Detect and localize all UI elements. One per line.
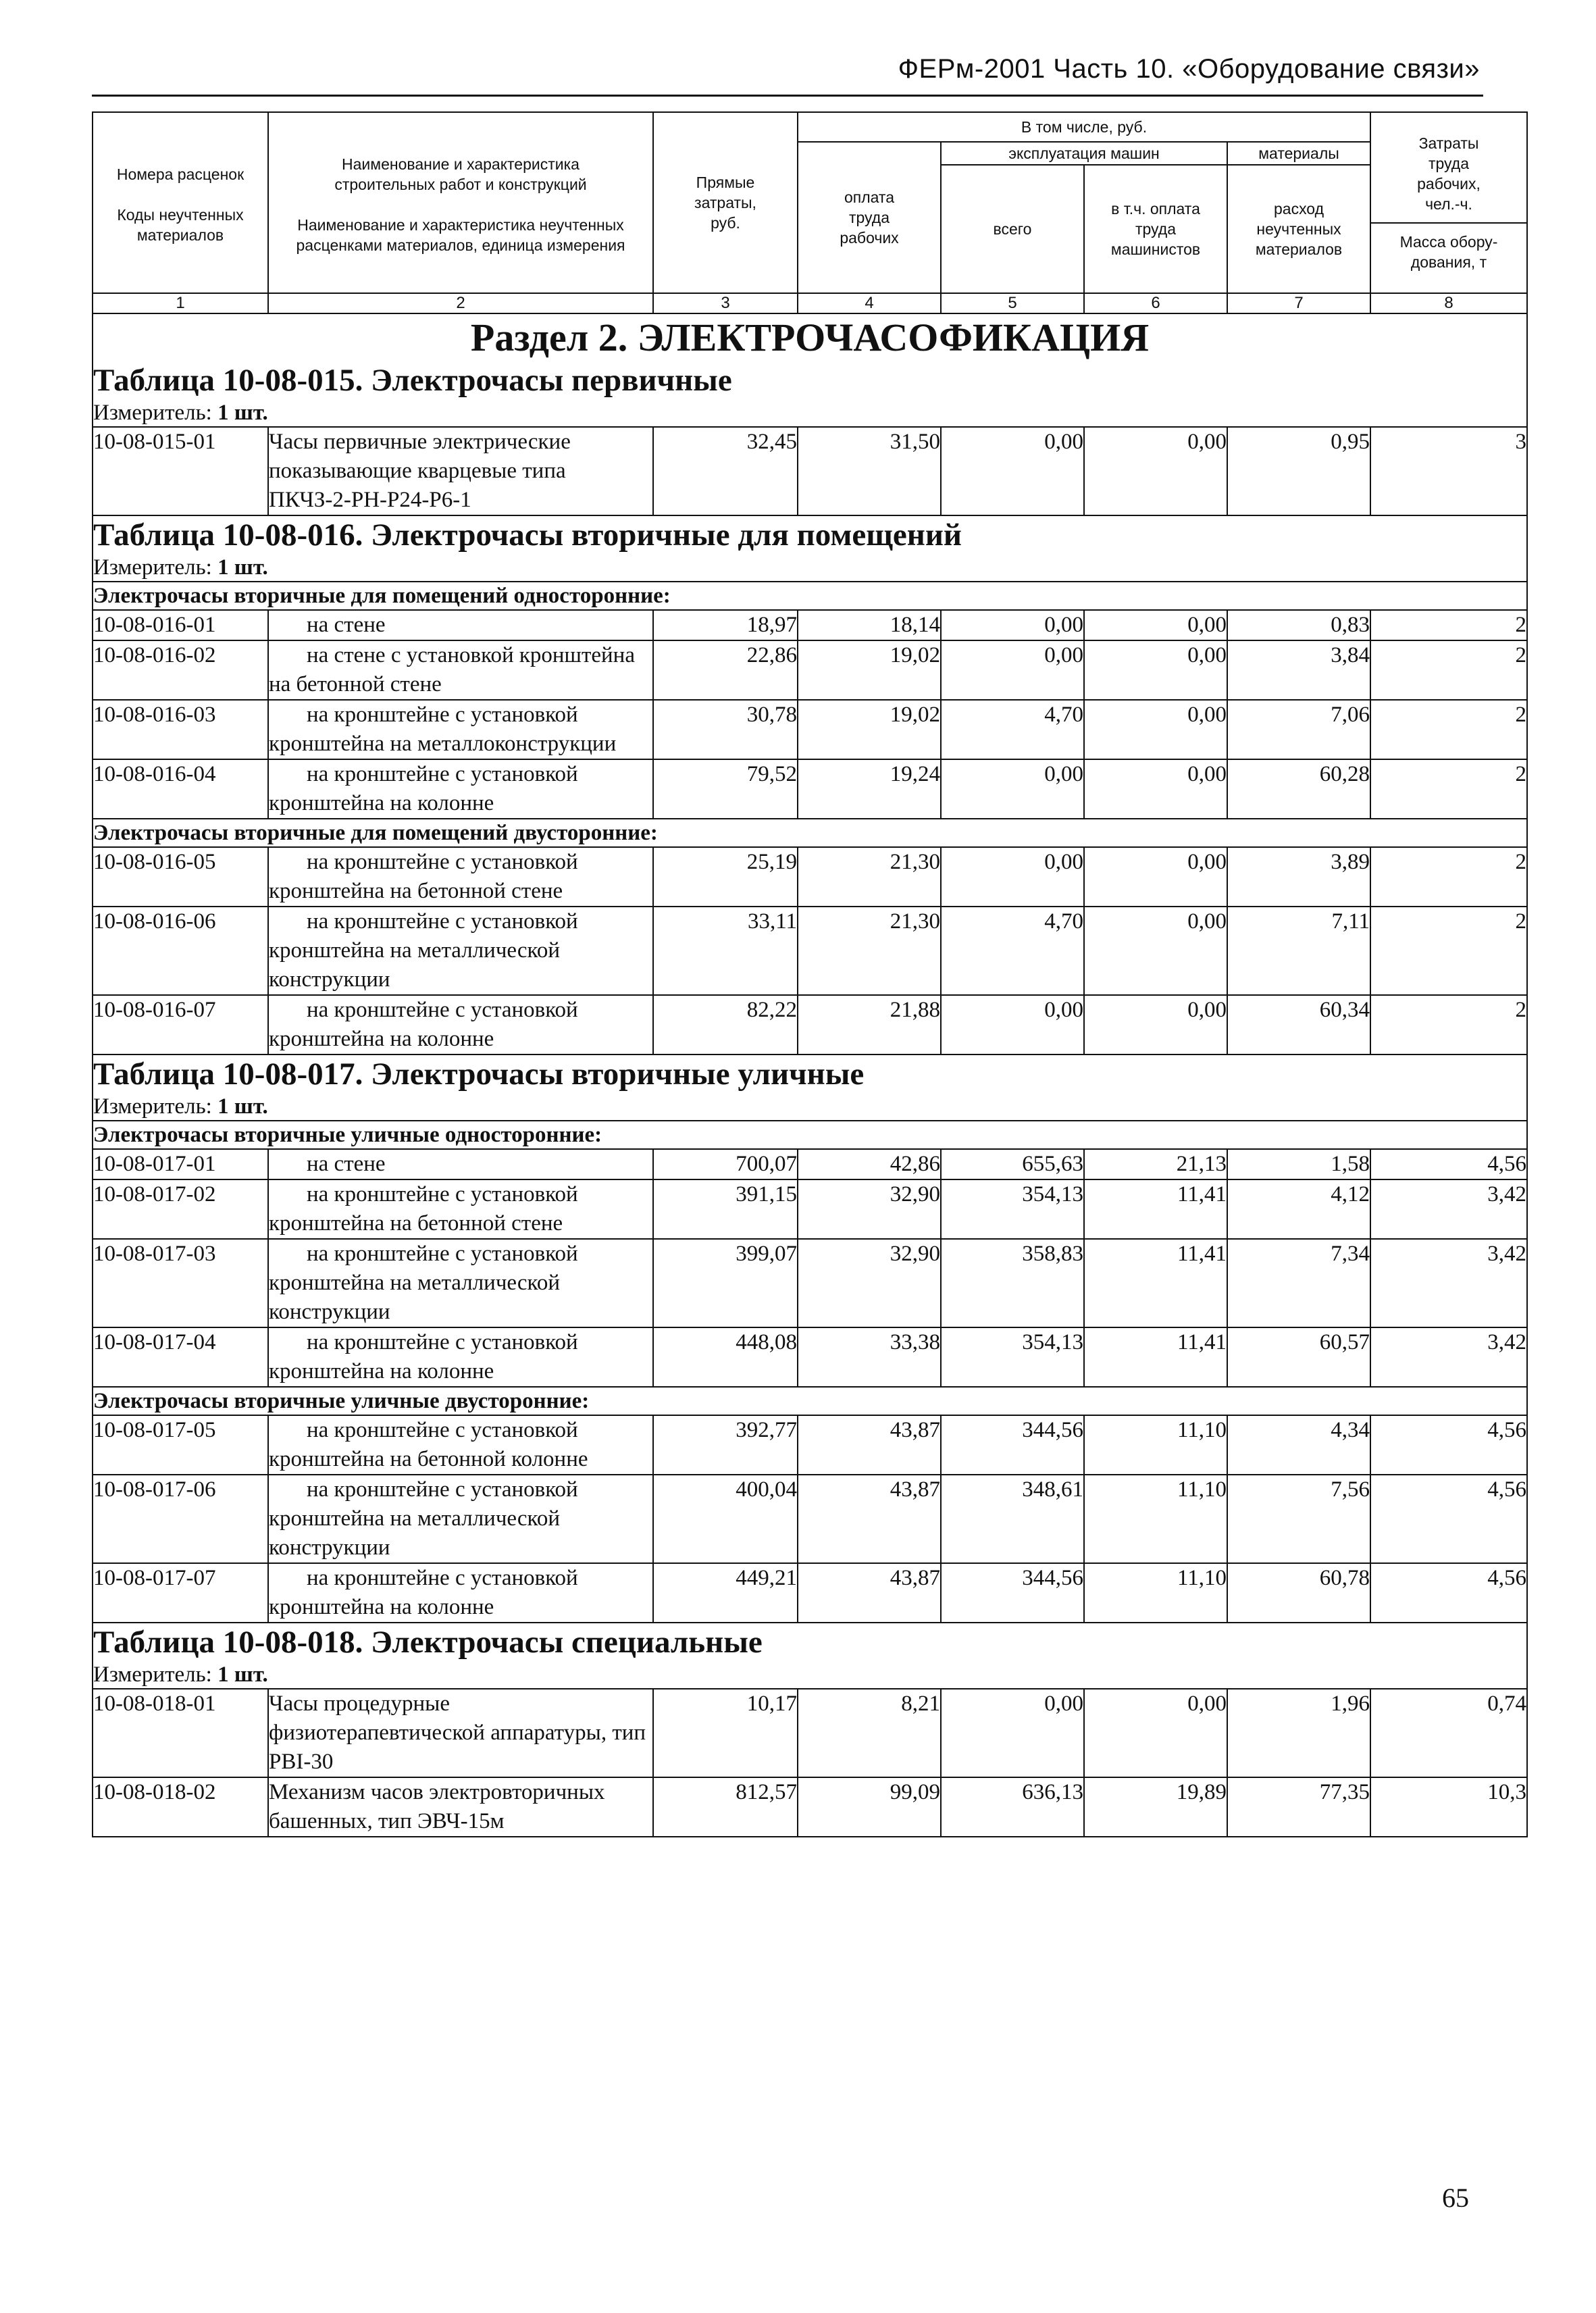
work-name: Часы первичные электрические показывающие кварцевые типа ПКЧЗ-2-РН-Р24-Р6-1 xyxy=(268,427,653,515)
table-title: Таблица 10-08-017. Электрочасы вторичные уличные xyxy=(93,1054,1527,1093)
machines-total: 0,00 xyxy=(941,427,1084,515)
table-title-row xyxy=(93,361,1527,399)
machines-total: 0,00 xyxy=(941,995,1084,1054)
machinists-wages: 0,00 xyxy=(1084,995,1227,1054)
materials: 7,34 xyxy=(1227,1239,1370,1327)
table-title: Таблица 10-08-016. Электрочасы вторичные для помещений xyxy=(93,515,1527,554)
materials: 60,34 xyxy=(1227,995,1370,1054)
labor-hours: 3 xyxy=(1370,427,1527,515)
materials: 60,28 xyxy=(1227,759,1370,819)
materials: 0,83 xyxy=(1227,610,1370,640)
wages: 19,24 xyxy=(798,759,941,819)
direct-costs: 392,77 xyxy=(653,1415,798,1475)
table-row xyxy=(93,1149,1527,1179)
labor-hours: 4,56 xyxy=(1370,1415,1527,1475)
subheader-row xyxy=(93,1387,1527,1415)
rate-code: 10-08-017-03 xyxy=(93,1239,268,1327)
direct-costs: 399,07 xyxy=(653,1239,798,1327)
materials: 1,58 xyxy=(1227,1149,1370,1179)
col-header-machinists-wages: в т.ч. оплата труда машинистов xyxy=(1084,165,1227,293)
wages: 99,09 xyxy=(798,1777,941,1837)
rates-table xyxy=(92,111,1528,1837)
rate-code: 10-08-017-05 xyxy=(93,1415,268,1475)
direct-costs: 82,22 xyxy=(653,995,798,1054)
wages: 21,30 xyxy=(798,847,941,907)
measure-label: Измеритель: xyxy=(93,1094,212,1119)
materials: 7,56 xyxy=(1227,1475,1370,1563)
machines-total: 0,00 xyxy=(941,759,1084,819)
measure-label: Измеритель: xyxy=(93,401,212,425)
materials: 3,89 xyxy=(1227,847,1370,907)
work-name: на кронштейне с установкой кронштейна на металлической конструкции xyxy=(268,1475,653,1563)
rate-code: 10-08-016-03 xyxy=(93,700,268,759)
measure-value: 1 шт. xyxy=(217,1662,268,1687)
measure-unit xyxy=(93,1093,1527,1121)
machines-total: 0,00 xyxy=(941,847,1084,907)
machines-total: 4,70 xyxy=(941,907,1084,995)
table-row xyxy=(93,995,1527,1054)
col-number: 3 xyxy=(653,293,798,313)
table-row xyxy=(93,427,1527,515)
work-name: на стене xyxy=(268,1149,653,1179)
col-number: 8 xyxy=(1370,293,1527,313)
table-title-row xyxy=(93,1623,1527,1661)
machines-total: 0,00 xyxy=(941,1689,1084,1777)
machines-total: 344,56 xyxy=(941,1415,1084,1475)
machinists-wages: 11,10 xyxy=(1084,1475,1227,1563)
work-name: на кронштейне с установкой кронштейна на колонне xyxy=(268,759,653,819)
rate-code: 10-08-017-01 xyxy=(93,1149,268,1179)
machines-total: 354,13 xyxy=(941,1179,1084,1239)
machinists-wages: 0,00 xyxy=(1084,847,1227,907)
machines-total: 655,63 xyxy=(941,1149,1084,1179)
table-row xyxy=(93,610,1527,640)
direct-costs: 30,78 xyxy=(653,700,798,759)
materials: 60,57 xyxy=(1227,1327,1370,1387)
wages: 31,50 xyxy=(798,427,941,515)
table-row xyxy=(93,1563,1527,1623)
table-title: Таблица 10-08-015. Электрочасы первичные xyxy=(93,361,1527,399)
rate-code: 10-08-018-01 xyxy=(93,1689,268,1777)
subheader-row xyxy=(93,819,1527,847)
table-title-row xyxy=(93,515,1527,554)
labor-hours: 2 xyxy=(1370,847,1527,907)
table-row xyxy=(93,1777,1527,1837)
col-header-direct-costs: Прямые затраты, руб. xyxy=(653,112,798,293)
direct-costs: 32,45 xyxy=(653,427,798,515)
table-title: Таблица 10-08-018. Электрочасы специальные xyxy=(93,1623,1527,1661)
measure-row xyxy=(93,1093,1527,1121)
rate-code: 10-08-016-02 xyxy=(93,640,268,700)
labor-hours: 4,56 xyxy=(1370,1149,1527,1179)
work-name: на кронштейне с установкой кронштейна на колонне xyxy=(268,1327,653,1387)
col-header-name-bottom: Наименование и характеристика неучтенных расценками материалов, единица измерения xyxy=(296,216,625,254)
col-header-labor-bottom: Масса обору-дования, т xyxy=(1399,233,1498,271)
col-header-materials: материалы xyxy=(1227,142,1370,165)
col-header-machines: эксплуатация машин xyxy=(941,142,1227,165)
rate-code: 10-08-017-07 xyxy=(93,1563,268,1623)
col-number: 5 xyxy=(941,293,1084,313)
labor-hours: 2 xyxy=(1370,640,1527,700)
wages: 18,14 xyxy=(798,610,941,640)
wages: 32,90 xyxy=(798,1179,941,1239)
work-name: на кронштейне с установкой кронштейна на бетонной колонне xyxy=(268,1415,653,1475)
wages: 42,86 xyxy=(798,1149,941,1179)
machinists-wages: 0,00 xyxy=(1084,427,1227,515)
labor-hours: 2 xyxy=(1370,700,1527,759)
table-row xyxy=(93,1475,1527,1563)
measure-unit xyxy=(93,554,1527,582)
subheader: Электрочасы вторичные уличные односторонние: xyxy=(93,1121,1527,1149)
table-row xyxy=(93,847,1527,907)
work-name: Часы процедурные физиотерапевтической аппаратуры, тип РВІ-30 xyxy=(268,1689,653,1777)
machines-total: 348,61 xyxy=(941,1475,1084,1563)
measure-label: Измеритель: xyxy=(93,555,212,580)
wages: 8,21 xyxy=(798,1689,941,1777)
labor-hours: 2 xyxy=(1370,995,1527,1054)
labor-hours: 4,56 xyxy=(1370,1563,1527,1623)
work-name: на кронштейне с установкой кронштейна на металлоконструкции xyxy=(268,700,653,759)
col-number: 2 xyxy=(268,293,653,313)
labor-hours: 4,56 xyxy=(1370,1475,1527,1563)
measure-row xyxy=(93,399,1527,427)
machines-total: 0,00 xyxy=(941,640,1084,700)
work-name: на стене xyxy=(268,610,653,640)
materials: 4,12 xyxy=(1227,1179,1370,1239)
rate-code: 10-08-018-02 xyxy=(93,1777,268,1837)
machinists-wages: 11,10 xyxy=(1084,1415,1227,1475)
work-name: на кронштейне с установкой кронштейна на металлической конструкции xyxy=(268,907,653,995)
col-number: 7 xyxy=(1227,293,1370,313)
rate-code: 10-08-016-04 xyxy=(93,759,268,819)
materials: 77,35 xyxy=(1227,1777,1370,1837)
machinists-wages: 11,10 xyxy=(1084,1563,1227,1623)
wages: 43,87 xyxy=(798,1415,941,1475)
col-header-machines-total: всего xyxy=(941,165,1084,293)
section-title: Раздел 2. ЭЛЕКТРОЧАСОФИКАЦИЯ xyxy=(93,313,1527,361)
machines-total: 358,83 xyxy=(941,1239,1084,1327)
machinists-wages: 21,13 xyxy=(1084,1149,1227,1179)
measure-row xyxy=(93,554,1527,582)
materials: 7,11 xyxy=(1227,907,1370,995)
materials: 60,78 xyxy=(1227,1563,1370,1623)
rate-code: 10-08-017-02 xyxy=(93,1179,268,1239)
direct-costs: 400,04 xyxy=(653,1475,798,1563)
subheader: Электрочасы вторичные уличные двусторонние: xyxy=(93,1387,1527,1415)
page-header: ФЕРм-2001 Часть 10. «Оборудование связи» xyxy=(898,54,1480,84)
labor-hours: 10,3 xyxy=(1370,1777,1527,1837)
work-name: на кронштейне с установкой кронштейна на колонне xyxy=(268,995,653,1054)
col-number: 6 xyxy=(1084,293,1227,313)
direct-costs: 448,08 xyxy=(653,1327,798,1387)
col-header-name-top: Наименование и характеристика строительных работ и конструкций xyxy=(334,155,587,193)
wages: 33,38 xyxy=(798,1327,941,1387)
page-number: 65 xyxy=(1442,2183,1469,2213)
table-row xyxy=(93,1415,1527,1475)
work-name: Механизм часов электровторичных башенных, тип ЭВЧ-15м xyxy=(268,1777,653,1837)
labor-hours: 0,74 xyxy=(1370,1689,1527,1777)
table-row xyxy=(93,1689,1527,1777)
section-row xyxy=(93,313,1527,361)
materials: 0,95 xyxy=(1227,427,1370,515)
work-name: на стене с установкой кронштейна на бетонной стене xyxy=(268,640,653,700)
machinists-wages: 0,00 xyxy=(1084,640,1227,700)
wages: 21,30 xyxy=(798,907,941,995)
machinists-wages: 0,00 xyxy=(1084,610,1227,640)
col-number: 1 xyxy=(93,293,268,313)
direct-costs: 18,97 xyxy=(653,610,798,640)
table-title-row xyxy=(93,1054,1527,1093)
col-number: 4 xyxy=(798,293,941,313)
labor-hours: 2 xyxy=(1370,610,1527,640)
machinists-wages: 0,00 xyxy=(1084,907,1227,995)
direct-costs: 812,57 xyxy=(653,1777,798,1837)
machinists-wages: 0,00 xyxy=(1084,1689,1227,1777)
table-row xyxy=(93,700,1527,759)
subheader: Электрочасы вторичные для помещений односторонние: xyxy=(93,582,1527,610)
direct-costs: 33,11 xyxy=(653,907,798,995)
rate-code: 10-08-015-01 xyxy=(93,427,268,515)
rate-code: 10-08-016-06 xyxy=(93,907,268,995)
work-name: на кронштейне с установкой кронштейна на колонне xyxy=(268,1563,653,1623)
machinists-wages: 0,00 xyxy=(1084,759,1227,819)
rate-code: 10-08-017-06 xyxy=(93,1475,268,1563)
table-row xyxy=(93,907,1527,995)
wages: 43,87 xyxy=(798,1563,941,1623)
col-header-labor xyxy=(1370,112,1527,293)
wages: 19,02 xyxy=(798,700,941,759)
labor-hours: 3,42 xyxy=(1370,1239,1527,1327)
col-header-code-bottom: Коды неучтенных материалов xyxy=(117,206,244,244)
wages: 43,87 xyxy=(798,1475,941,1563)
col-header-name xyxy=(268,112,653,293)
wages: 19,02 xyxy=(798,640,941,700)
table-body xyxy=(93,313,1527,1837)
measure-value: 1 шт. xyxy=(217,401,268,425)
work-name: на кронштейне с установкой кронштейна на бетонной стене xyxy=(268,847,653,907)
labor-hours: 3,42 xyxy=(1370,1327,1527,1387)
table-row xyxy=(93,759,1527,819)
measure-unit xyxy=(93,399,1527,427)
work-name: на кронштейне с установкой кронштейна на металлической конструкции xyxy=(268,1239,653,1327)
machinists-wages: 11,41 xyxy=(1084,1327,1227,1387)
materials: 3,84 xyxy=(1227,640,1370,700)
col-header-group: В том числе, руб. xyxy=(798,112,1370,142)
labor-hours: 2 xyxy=(1370,907,1527,995)
rate-code: 10-08-016-07 xyxy=(93,995,268,1054)
table-row xyxy=(93,640,1527,700)
rate-code: 10-08-016-05 xyxy=(93,847,268,907)
subheader-row xyxy=(93,582,1527,610)
machinists-wages: 19,89 xyxy=(1084,1777,1227,1837)
col-header-code-top: Номера расценок xyxy=(116,166,244,183)
labor-hours: 2 xyxy=(1370,759,1527,819)
table-row xyxy=(93,1239,1527,1327)
machinists-wages: 0,00 xyxy=(1084,700,1227,759)
machinists-wages: 11,41 xyxy=(1084,1239,1227,1327)
direct-costs: 22,86 xyxy=(653,640,798,700)
wages: 21,88 xyxy=(798,995,941,1054)
machines-total: 4,70 xyxy=(941,700,1084,759)
direct-costs: 79,52 xyxy=(653,759,798,819)
rate-code: 10-08-016-01 xyxy=(93,610,268,640)
direct-costs: 700,07 xyxy=(653,1149,798,1179)
col-header-code xyxy=(93,112,268,293)
machines-total: 0,00 xyxy=(941,610,1084,640)
direct-costs: 25,19 xyxy=(653,847,798,907)
col-header-wages: оплата труда рабочих xyxy=(798,142,941,293)
table-row xyxy=(93,1327,1527,1387)
col-header-labor-top: Затраты труда рабочих, чел.-ч. xyxy=(1371,130,1526,224)
rate-code: 10-08-017-04 xyxy=(93,1327,268,1387)
measure-value: 1 шт. xyxy=(217,1094,268,1119)
subheader: Электрочасы вторичные для помещений двусторонние: xyxy=(93,819,1527,847)
work-name: на кронштейне с установкой кронштейна на бетонной стене xyxy=(268,1179,653,1239)
subheader-row xyxy=(93,1121,1527,1149)
machinists-wages: 11,41 xyxy=(1084,1179,1227,1239)
measure-value: 1 шт. xyxy=(217,555,268,580)
direct-costs: 10,17 xyxy=(653,1689,798,1777)
measure-label: Измеритель: xyxy=(93,1662,212,1687)
labor-hours: 3,42 xyxy=(1370,1179,1527,1239)
measure-row xyxy=(93,1661,1527,1689)
col-header-unaccounted-materials: расход неучтенных материалов xyxy=(1227,165,1370,293)
table-head xyxy=(93,112,1527,313)
materials: 4,34 xyxy=(1227,1415,1370,1475)
machines-total: 636,13 xyxy=(941,1777,1084,1837)
table-row xyxy=(93,1179,1527,1239)
direct-costs: 391,15 xyxy=(653,1179,798,1239)
header-rule xyxy=(92,95,1483,97)
materials: 7,06 xyxy=(1227,700,1370,759)
direct-costs: 449,21 xyxy=(653,1563,798,1623)
machines-total: 344,56 xyxy=(941,1563,1084,1623)
wages: 32,90 xyxy=(798,1239,941,1327)
measure-unit xyxy=(93,1661,1527,1689)
materials: 1,96 xyxy=(1227,1689,1370,1777)
machines-total: 354,13 xyxy=(941,1327,1084,1387)
